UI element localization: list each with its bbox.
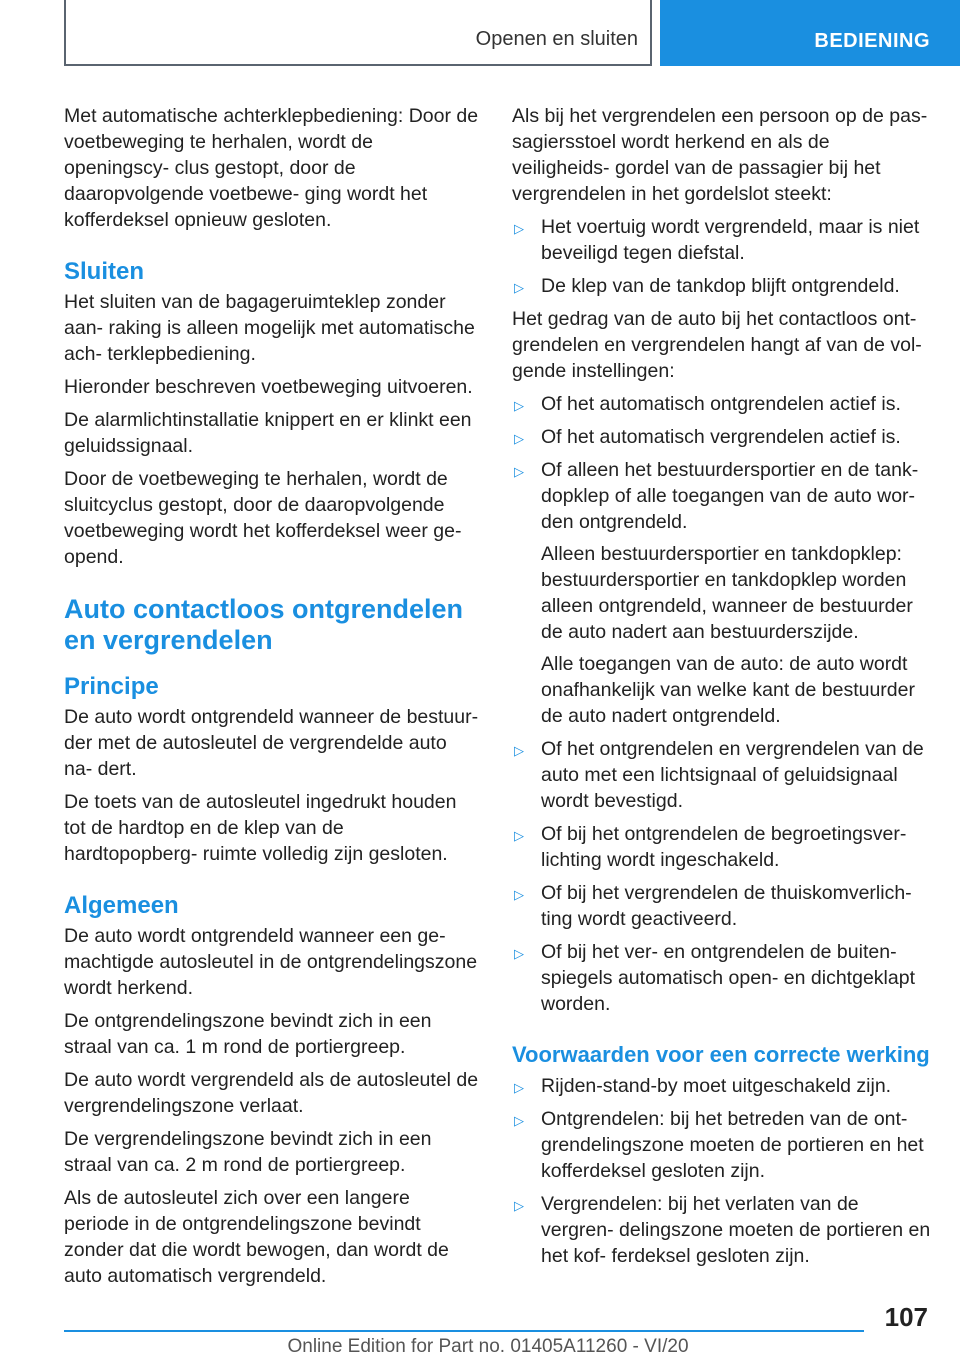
paragraph: De auto wordt ontgrendeld wanneer de bestuur- der met de autosleutel de vergrendelde auto na- dert.: [64, 706, 479, 780]
list-item: ▷ Of bij het vergrendelen de thuiskomverlich- ting wordt geactiveerd.: [514, 882, 912, 930]
list-item: ▷ Of alleen het bestuurdersportier en de tank- dopklep of alle toegangen van de auto wor- den ontgrendeld. Alleen bestuurdersportier en tankdopklep: bestuurdersportier en tankdopklep worden alleen ontgrendeld, wanneer de bestuurder de auto nadert aan bestuurderszijde. Alle toegangen van de auto: de auto wordt onafhankelijk van welke kant de bestuurder de auto nadert ontgrendeld.: [512, 457, 932, 729]
paragraph: De auto wordt vergrendeld als de autosleutel de vergrendelingszone verlaat.: [64, 1069, 479, 1117]
list-item-subparagraph: Alleen bestuurdersportier en tankdopklep: bestuurdersportier en tankdopklep worden alleen ontgrendeld, wanneer de bestuurder de auto nadert aan bestuurderszijde.: [541, 543, 913, 643]
paragraph: Met automatische achterklepbediening: Door de voetbeweging te herhalen, wordt de openingscy- clus gestopt, door de daaropvolgende voetbewe- ging wordt het kofferdeksel opnieuw gesloten.: [64, 105, 479, 231]
paragraph: De alarmlichtinstallatie knippert en er klinkt een geluidssignaal.: [64, 409, 472, 457]
bullet-triangle-icon: ▷: [514, 221, 524, 236]
paragraph: Hieronder beschreven voetbeweging uitvoeren.: [64, 376, 473, 398]
bullet-triangle-icon: ▷: [514, 743, 524, 758]
list-item: ▷ Of het automatisch vergrendelen actief is.: [512, 424, 932, 450]
heading-voorwaarden: Voorwaarden voor een correcte werking: [512, 1042, 930, 1067]
paragraph: De auto wordt ontgrendeld wanneer een ge- machtigde autosleutel in de ontgrendelingszone wordt herkend.: [64, 925, 478, 999]
list-item: ▷ Ontgrendelen: bij het betreden van de ont- grendelingszone moeten de portieren en het kofferdeksel gesloten zijn.: [514, 1108, 924, 1182]
bullet-triangle-icon: ▷: [514, 1198, 524, 1213]
heading-principe: Principe: [64, 673, 159, 700]
bullet-list-passenger: [512, 214, 932, 299]
bullet-triangle-icon: ▷: [514, 398, 524, 413]
bullet-list-settings: [512, 391, 932, 1017]
paragraph: Als de autosleutel zich over een langere periode in de ontgrendelingszone bevindt zonder dat die wordt bewogen, dan wordt de auto automatisch vergrendeld.: [64, 1187, 449, 1287]
list-item: ▷ Of het ontgrendelen en vergrendelen van de auto met een lichtsignaal of geluidsignaal wordt bevestigd.: [514, 738, 924, 812]
bullet-triangle-icon: ▷: [514, 887, 524, 902]
page-number: 107: [884, 1302, 928, 1332]
footer-edition-text: Online Edition for Part no. 01405A11260 - VI/20: [287, 1336, 689, 1357]
bullet-triangle-icon: ▷: [514, 431, 524, 446]
bullet-triangle-icon: ▷: [514, 280, 524, 295]
heading-algemeen: Algemeen: [64, 892, 179, 919]
list-item-subparagraph: Alle toegangen van de auto: de auto wordt onafhankelijk van welke kant de bestuurder de auto nadert ontgrendeld.: [541, 653, 915, 727]
list-item: ▷ Het voertuig wordt vergrendeld, maar is niet beveiligd tegen diefstal.: [514, 216, 920, 264]
header-chapter-tab: [660, 0, 960, 66]
heading-main-contactloos: Auto contactloos ontgrendelen en vergrendelen: [64, 594, 464, 655]
right-column: [512, 103, 932, 1276]
page-header: [64, 0, 960, 66]
list-item: ▷ Of het automatisch ontgrendelen actief is.: [512, 391, 932, 417]
paragraph: Het gedrag van de auto bij het contactloos ont- grendelen en vergrendelen hangt af van de vol- gende instellingen:: [512, 308, 922, 382]
paragraph: Als bij het vergrendelen een persoon op de pas- sagiersstoel wordt herkend en als de veiligheids- gordel van de passagier bij het vergrendelen in het gordelslot steekt:: [512, 105, 928, 205]
bullet-triangle-icon: ▷: [514, 1113, 524, 1128]
left-column: [64, 103, 480, 1296]
header-section-title: Openen en sluiten: [475, 28, 638, 50]
header-section-box: [64, 0, 652, 66]
bullet-triangle-icon: ▷: [514, 1080, 524, 1095]
bullet-list-conditions: [512, 1073, 932, 1269]
paragraph: De ontgrendelingszone bevindt zich in een straal van ca. 1 m rond de portiergreep.: [64, 1010, 432, 1058]
list-item: ▷ De klep van de tankdop blijft ontgrendeld.: [512, 273, 932, 299]
heading-sluiten: Sluiten: [64, 258, 145, 285]
list-item: ▷ Of bij het ontgrendelen de begroetingsver- lichting wordt ingeschakeld.: [514, 823, 907, 871]
footer-divider: [64, 1330, 864, 1332]
paragraph: Door de voetbeweging te herhalen, wordt de sluitcyclus gestopt, door de daaropvolgende voetbeweging wordt het kofferdeksel weer ge- opend.: [64, 468, 462, 568]
bullet-triangle-icon: ▷: [514, 828, 524, 843]
list-item: ▷ Vergrendelen: bij het verlaten van de vergren- delingszone moeten de portieren en het kof- ferdeksel gesloten zijn.: [514, 1193, 931, 1267]
list-item: ▷ Of bij het ver- en ontgrendelen de buiten- spiegels automatisch open- en dichtgeklapt worden.: [514, 941, 915, 1015]
paragraph: De vergrendelingszone bevindt zich in een straal van ca. 2 m rond de portiergreep.: [64, 1128, 432, 1176]
list-item: ▷ Rijden-stand-by moet uitgeschakeld zijn.: [512, 1073, 932, 1099]
paragraph: Het sluiten van de bagageruimteklep zonder aan- raking is alleen mogelijk met automatische ach- terklepbediening.: [64, 291, 475, 365]
bullet-triangle-icon: ▷: [514, 946, 524, 961]
header-chapter-title: BEDIENING: [814, 30, 930, 52]
paragraph: De toets van de autosleutel ingedrukt houden tot de hardtop en de klep van de hardtopopberg- ruimte volledig zijn gesloten.: [64, 791, 457, 865]
bullet-triangle-icon: ▷: [514, 464, 524, 479]
